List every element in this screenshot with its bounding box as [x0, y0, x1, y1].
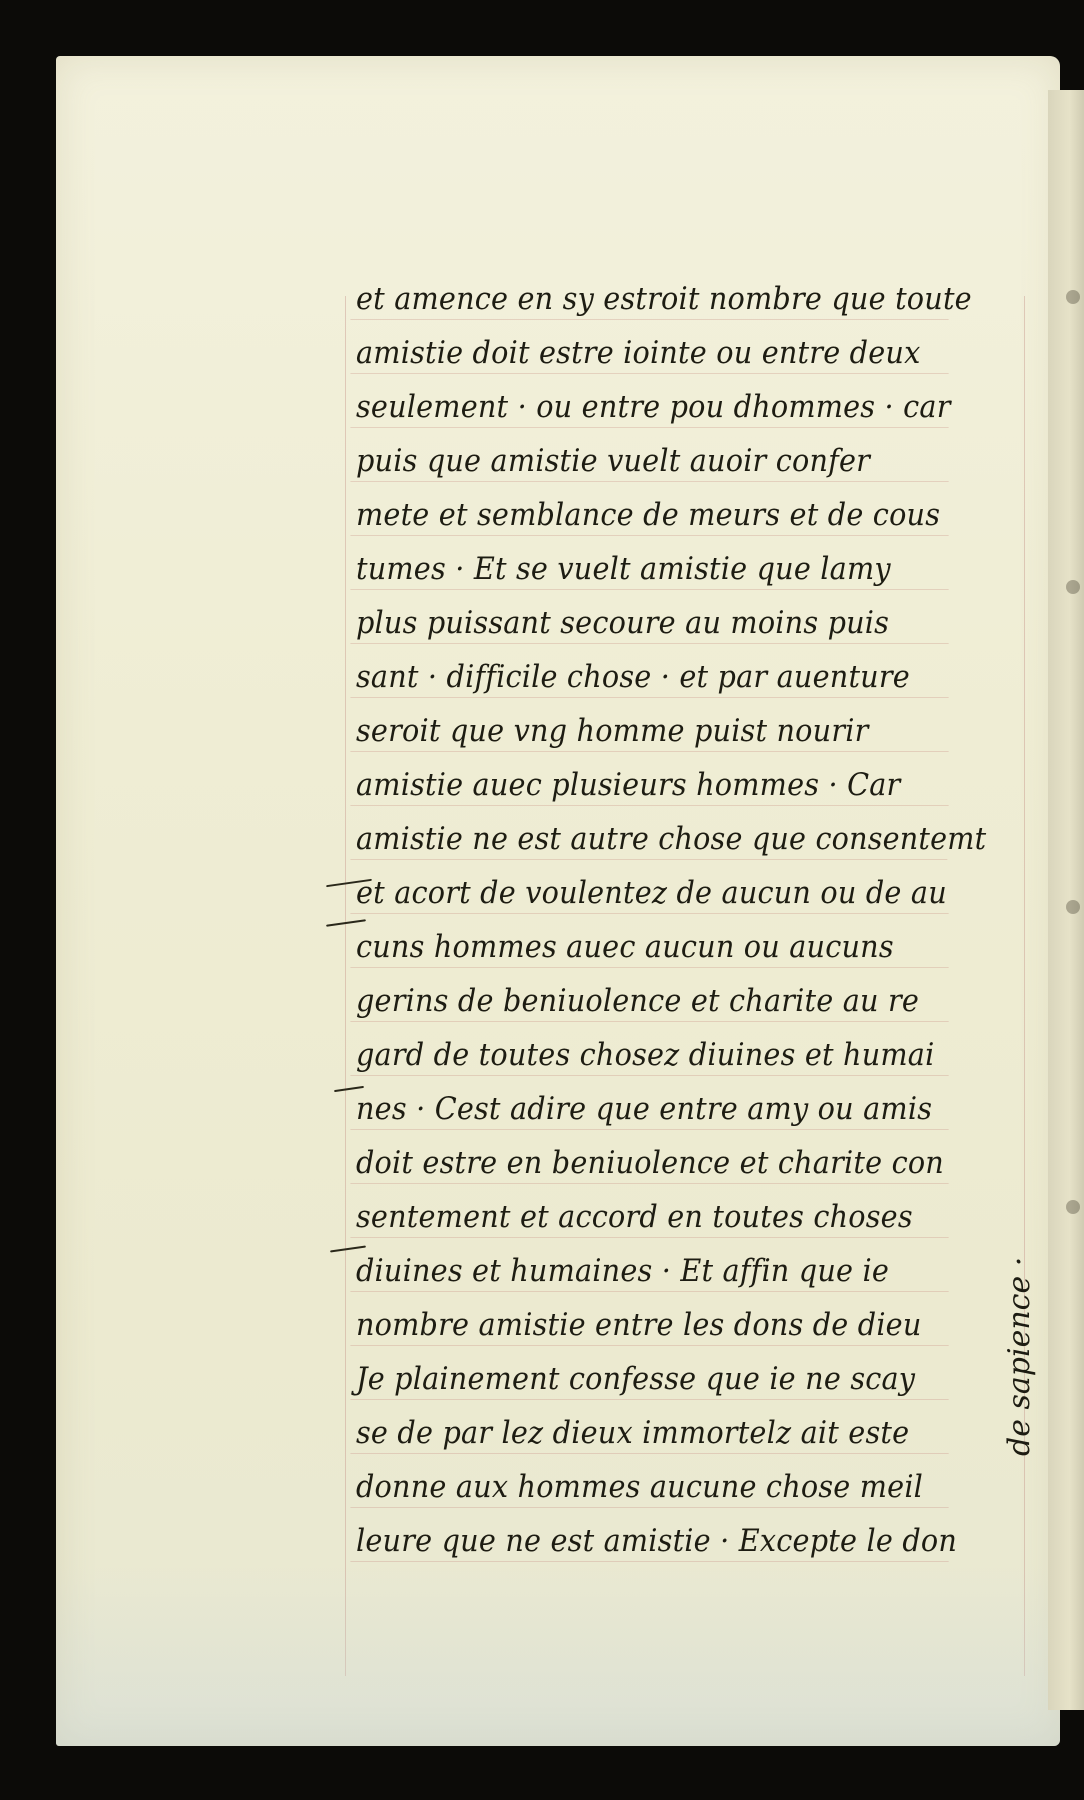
- text-line: gard de toutes chosez diuines et humai: [356, 1028, 986, 1082]
- text-line: doit estre en beniuolence et charite con: [356, 1136, 986, 1190]
- text-line: cuns hommes auec aucun ou aucuns: [356, 920, 986, 974]
- text-line: plus puissant secoure au moins puis: [356, 596, 986, 650]
- catchword: de sapience ·: [1002, 1256, 1037, 1456]
- text-line: Je plainement confesse que ie ne scay: [356, 1352, 986, 1406]
- text-line: seroit que vng homme puist nourir: [356, 704, 986, 758]
- text-line: seulement · ou entre pou dhommes · car: [356, 380, 986, 434]
- text-line: se de par lez dieux immortelz ait este: [356, 1406, 986, 1460]
- ruling-line-left: [345, 296, 346, 1676]
- text-line: amistie auec plusieurs hommes · Car: [356, 758, 986, 812]
- text-line: tumes · Et se vuelt amistie que lamy: [356, 542, 986, 596]
- facing-page-ink-mark: [1066, 580, 1080, 594]
- text-line: leure que ne est amistie · Excepte le don: [356, 1514, 986, 1568]
- text-line: amistie ne est autre chose que consentemt: [356, 812, 984, 866]
- text-line: amistie doit estre iointe ou entre deux: [356, 326, 986, 380]
- facing-page-ink-mark: [1066, 1200, 1080, 1214]
- text-line: gerins de beniuolence et charite au re: [356, 974, 986, 1028]
- text-line: puis que amistie vuelt auoir confer: [356, 434, 986, 488]
- text-line: nombre amistie entre les dons de dieu: [356, 1298, 986, 1352]
- text-block: [356, 272, 1036, 1568]
- facing-page-ink-mark: [1066, 900, 1080, 914]
- facing-page-edge: [1048, 90, 1084, 1710]
- text-line: nes · Cest adire que entre amy ou amis: [356, 1082, 986, 1136]
- text-line: et acort de voulentez de aucun ou de au: [356, 866, 986, 920]
- text-line: et amence en sy estroit nombre que toute: [356, 272, 986, 326]
- text-line: sentement et accord en toutes choses: [356, 1190, 986, 1244]
- facing-page-ink-mark: [1066, 290, 1080, 304]
- text-line: mete et semblance de meurs et de cous: [356, 488, 986, 542]
- text-line: donne aux hommes aucune chose meil: [356, 1460, 986, 1514]
- text-line: sant · difficile chose · et par auenture: [356, 650, 986, 704]
- text-line: diuines et humaines · Et affin que ie: [356, 1244, 986, 1298]
